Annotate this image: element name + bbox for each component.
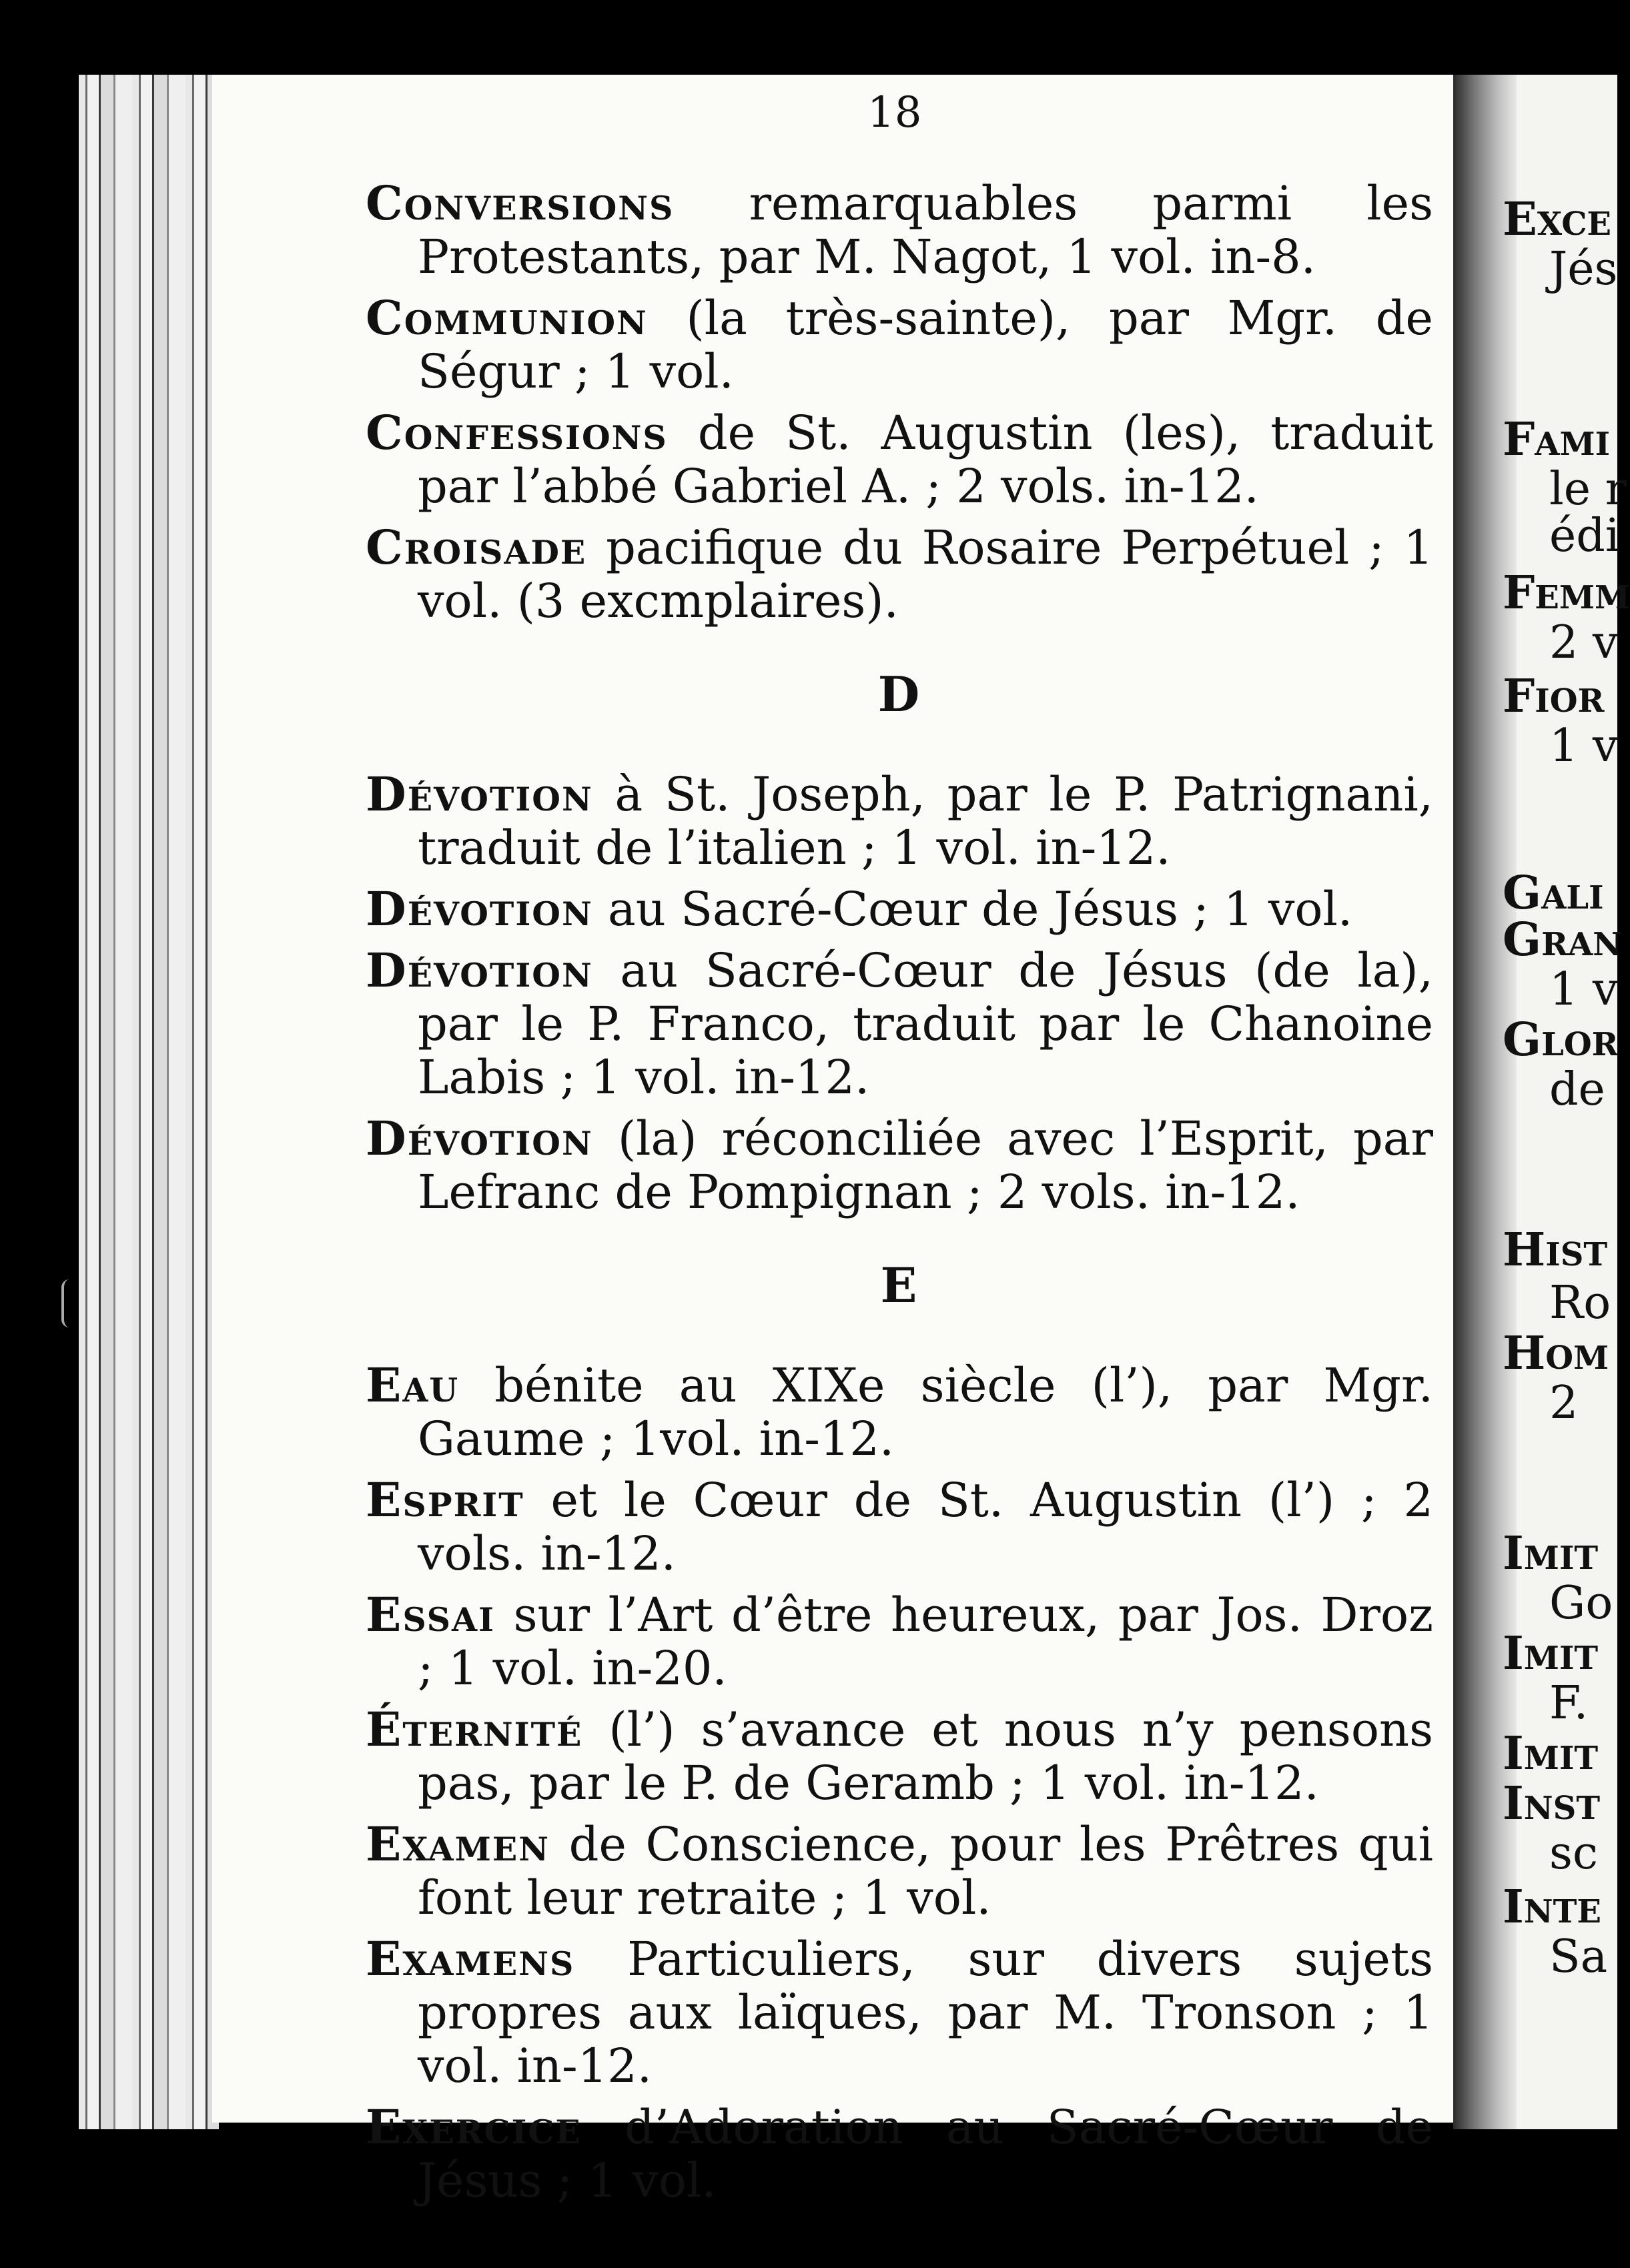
page-stack-edges — [79, 75, 219, 2129]
entry-description: de Conscience, pour les Prêtres qui font leur retraite ; 1 vol. — [418, 1817, 1433, 1925]
entry-title: Confessions — [366, 405, 668, 460]
entry-title: Communion — [366, 290, 648, 346]
entry-description: bénite au XIXe siècle (l’), par Mgr. Gaume ; 1vol. in-12. — [418, 1358, 1433, 1466]
facing-page-fragment: édi — [1549, 510, 1620, 562]
catalogue-entries — [366, 177, 1433, 2215]
entry-description: (la très-sainte), par Mgr. de Ségur ; 1 vol. — [418, 291, 1433, 399]
catalogue-entry — [366, 1359, 1433, 1466]
facing-page-fragment: Hist — [1503, 1223, 1608, 1277]
catalogue-entry — [366, 292, 1433, 398]
facing-page-fragment: Hom — [1503, 1327, 1609, 1380]
facing-page-fragment: 2 v — [1549, 616, 1619, 669]
entry-title: Exercice — [366, 2099, 582, 2155]
facing-page-fragment: Sa — [1549, 1930, 1608, 1983]
facing-page-fragment: Gali — [1503, 867, 1604, 920]
entry-title: Examens — [366, 1931, 575, 1987]
facing-page-fragment: le r — [1549, 463, 1627, 516]
entry-title: Conversions — [366, 175, 675, 231]
entry-title: Eau — [366, 1357, 460, 1413]
entry-title: Dévotion — [366, 1111, 593, 1166]
catalogue-entry — [366, 177, 1433, 284]
entry-description: d’Adoration au Sacré-Cœur de Jésus ; 1 vol. — [418, 2100, 1433, 2208]
facing-page-fragment: Fior — [1503, 670, 1605, 723]
entry-description: au Sacré-Cœur de Jésus ; 1 vol. — [592, 882, 1353, 937]
facing-page-fragment: sc — [1549, 1827, 1598, 1880]
entry-title: Dévotion — [366, 881, 593, 937]
facing-page-fragment: 1 v — [1549, 720, 1619, 772]
catalogue-entry — [366, 521, 1433, 628]
catalogue-entry — [366, 1703, 1433, 1810]
section-letter: D — [877, 666, 921, 722]
entry-title: Examen — [366, 1816, 550, 1872]
entry-description: remarquables parmi les Protestants, par M. Nagot, 1 vol. in-8. — [418, 176, 1433, 284]
page-number: 18 — [867, 88, 922, 137]
entry-description: sur l’Art d’être heureux, par Jos. Droz ; 1 vol. in-20. — [418, 1588, 1433, 1696]
catalogue-entry — [366, 768, 1433, 875]
facing-page-fragment: Jés — [1549, 243, 1618, 296]
entry-description: de St. Augustin (les), traduit par l’abbé Gabriel A. ; 2 vols. in-12. — [418, 406, 1433, 514]
facing-page-fragment: Fami — [1503, 413, 1611, 466]
entry-title: Dévotion — [366, 943, 593, 998]
entry-description: Particuliers, sur divers sujets propres aux laïques, par M. Tronson ; 1 vol. in-12. — [418, 1932, 1433, 2093]
entry-description: (la) réconciliée avec l’Esprit, par Lefranc de Pompignan ; 2 vols. in-12. — [418, 1111, 1433, 1219]
facing-page-fragment: Glor — [1503, 1013, 1619, 1067]
facing-page-fragment: Imit — [1503, 1527, 1599, 1580]
entry-title: Esprit — [366, 1472, 524, 1528]
entry-description: au Sacré-Cœur de Jésus (de la), par le P. Franco, traduit par le Chanoine Labis ; 1 vol. in-12. — [418, 943, 1433, 1105]
facing-page-fragment: 1 v — [1549, 963, 1619, 1016]
entry-description: (l’) s’avance et nous n’y pensons pas, par le P. de Geramb ; 1 vol. in-12. — [418, 1702, 1433, 1810]
facing-page-fragment: Imit — [1503, 1727, 1599, 1780]
facing-page-fragment: Gran — [1503, 913, 1623, 967]
facing-page-fragment: Imit — [1503, 1627, 1599, 1680]
entry-title: Essai — [366, 1587, 495, 1642]
facing-page-fragment: Femm — [1503, 566, 1630, 620]
catalogue-entry — [366, 1474, 1433, 1580]
catalogue-entry — [366, 2101, 1433, 2207]
catalogue-entry — [366, 883, 1433, 936]
entry-description: pacifique du Rosaire Perpétuel ; 1 vol. (3 excmplaires). — [418, 520, 1433, 628]
facing-page-fragment: F. — [1549, 1677, 1589, 1730]
catalogue-entry — [366, 1588, 1433, 1695]
section-letter: E — [880, 1257, 919, 1313]
entry-description: et le Cœur de St. Augustin (l’) ; 2 vols. in-12. — [418, 1473, 1433, 1581]
facing-page-fragment: Exce — [1503, 193, 1612, 246]
catalogue-entry — [366, 1112, 1433, 1219]
catalogue-entry — [366, 406, 1433, 513]
entry-title: Éternité — [366, 1702, 583, 1757]
entry-title: Croisade — [366, 520, 587, 575]
catalogue-entry — [366, 944, 1433, 1104]
facing-page-fragment: 2 — [1549, 1377, 1579, 1430]
entry-title: Dévotion — [366, 766, 593, 822]
facing-page-fragment: Inte — [1503, 1880, 1601, 1934]
facing-page-fragment: Go — [1549, 1577, 1613, 1630]
facing-page-fragment: Ro — [1549, 1277, 1611, 1329]
margin-mark — [61, 1279, 69, 1327]
catalogue-entry — [366, 1818, 1433, 1924]
entry-description: à St. Joseph, par le P. Patrignani, traduit de l’italien ; 1 vol. in-12. — [418, 767, 1433, 875]
catalogue-entry — [366, 1932, 1433, 2093]
facing-page-fragment: Inst — [1503, 1777, 1601, 1830]
facing-page-fragment: de — [1549, 1063, 1605, 1116]
